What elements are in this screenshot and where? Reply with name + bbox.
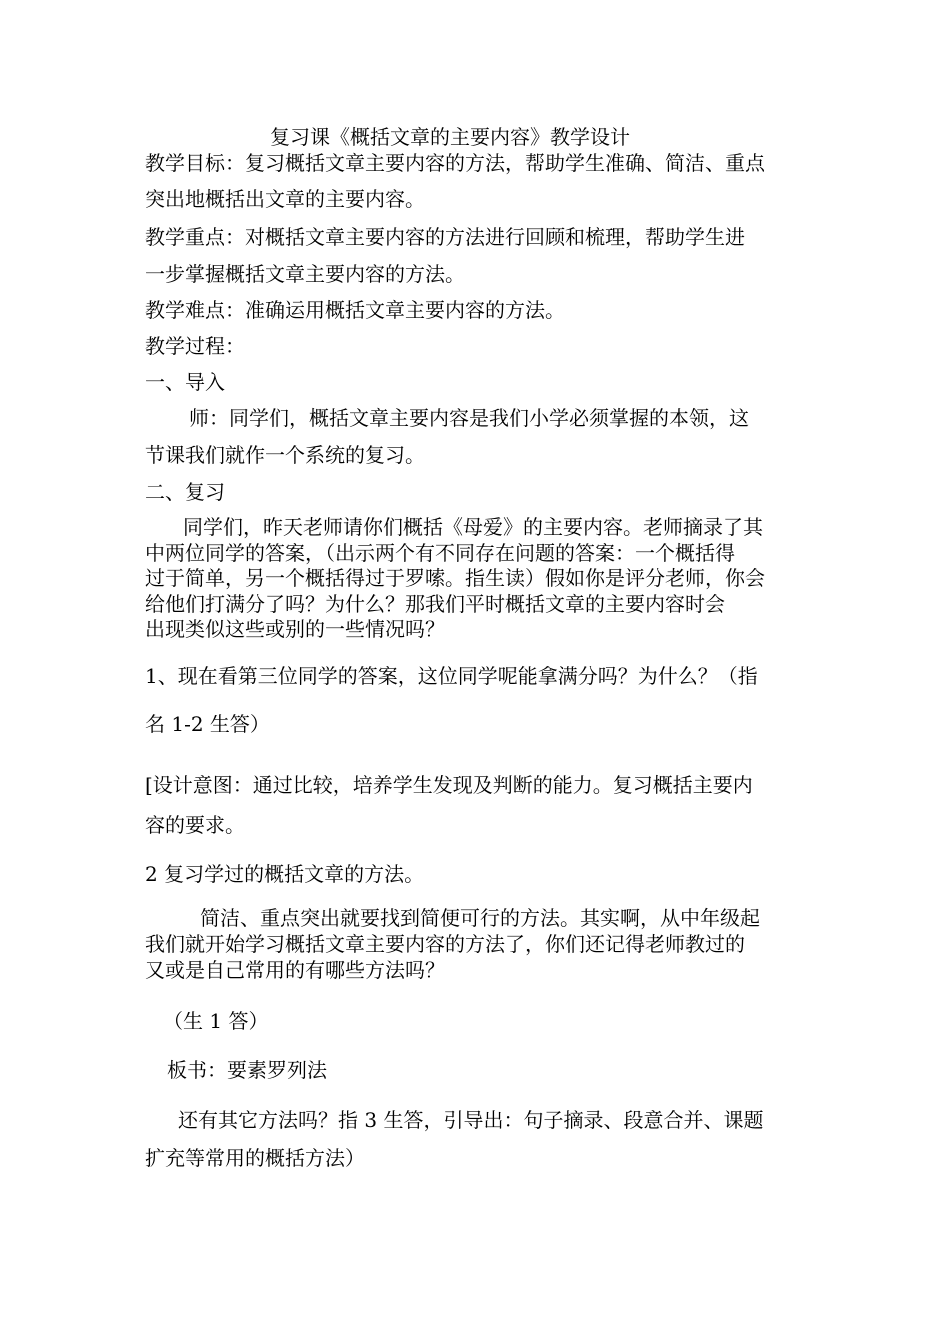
method-line-1: 简洁、重点突出就要找到简便可行的方法。其实啊，从中年级起 bbox=[200, 906, 760, 930]
review-line-4: 给他们打满分了吗？为什么？那我们平时概括文章的主要内容时会 bbox=[145, 592, 725, 616]
design-intent-line-2: 容的要求。 bbox=[145, 813, 245, 837]
intro-line-2: 节课我们就作一个系统的复习。 bbox=[145, 443, 425, 467]
step-1-line-2: 名 1-2 生答） bbox=[145, 712, 270, 736]
review-line-2: 中两位同学的答案，（出示两个有不同存在问题的答案：一个概括得 bbox=[145, 541, 735, 565]
other-methods-line-2: 扩充等常用的概括方法） bbox=[145, 1146, 365, 1170]
review-line-1: 同学们，昨天老师请你们概括《母爱》的主要内容。老师摘录了其 bbox=[183, 515, 763, 539]
section-intro-heading: 一、导入 bbox=[145, 370, 225, 394]
method-line-3: 又或是自己常用的有哪些方法吗？ bbox=[145, 958, 445, 982]
review-line-3: 过于简单，另一个概括得过于罗嗦。指生读）假如你是评分老师，你会 bbox=[145, 566, 765, 590]
key-point-line-2: 一步掌握概括文章主要内容的方法。 bbox=[145, 262, 465, 286]
key-point-line-1: 教学重点：对概括文章主要内容的方法进行回顾和梳理，帮助学生进 bbox=[145, 225, 745, 249]
document-title: 复习课《概括文章的主要内容》教学设计 bbox=[270, 125, 630, 149]
intro-line-1: 师：同学们，概括文章主要内容是我们小学必须掌握的本领，这 bbox=[189, 406, 749, 430]
step-2-heading: 2 复习学过的概括文章的方法。 bbox=[145, 862, 425, 886]
student-answer-line: （生 1 答） bbox=[163, 1009, 269, 1033]
other-methods-line-1: 还有其它方法吗？指 3 生答，引导出：句子摘录、段意合并、课题 bbox=[178, 1108, 764, 1132]
process-heading: 教学过程： bbox=[145, 334, 245, 358]
step-1-line-1: 1、现在看第三位同学的答案，这位同学呢能拿满分吗？为什么？（指 bbox=[145, 664, 758, 688]
section-review-heading: 二、复习 bbox=[145, 480, 225, 504]
review-line-5: 出现类似这些或别的一些情况吗？ bbox=[145, 617, 445, 641]
difficulty-line: 教学难点：准确运用概括文章主要内容的方法。 bbox=[145, 298, 565, 322]
design-intent-line-1: [设计意图：通过比较，培养学生发现及判断的能力。复习概括主要内 bbox=[145, 773, 753, 797]
objective-line-1: 教学目标：复习概括文章主要内容的方法，帮助学生准确、简洁、重点 bbox=[145, 151, 765, 175]
board-note-line: 板书：要素罗列法 bbox=[167, 1058, 327, 1082]
method-line-2: 我们就开始学习概括文章主要内容的方法了，你们还记得老师教过的 bbox=[145, 932, 745, 956]
objective-line-2: 突出地概括出文章的主要内容。 bbox=[145, 187, 425, 211]
